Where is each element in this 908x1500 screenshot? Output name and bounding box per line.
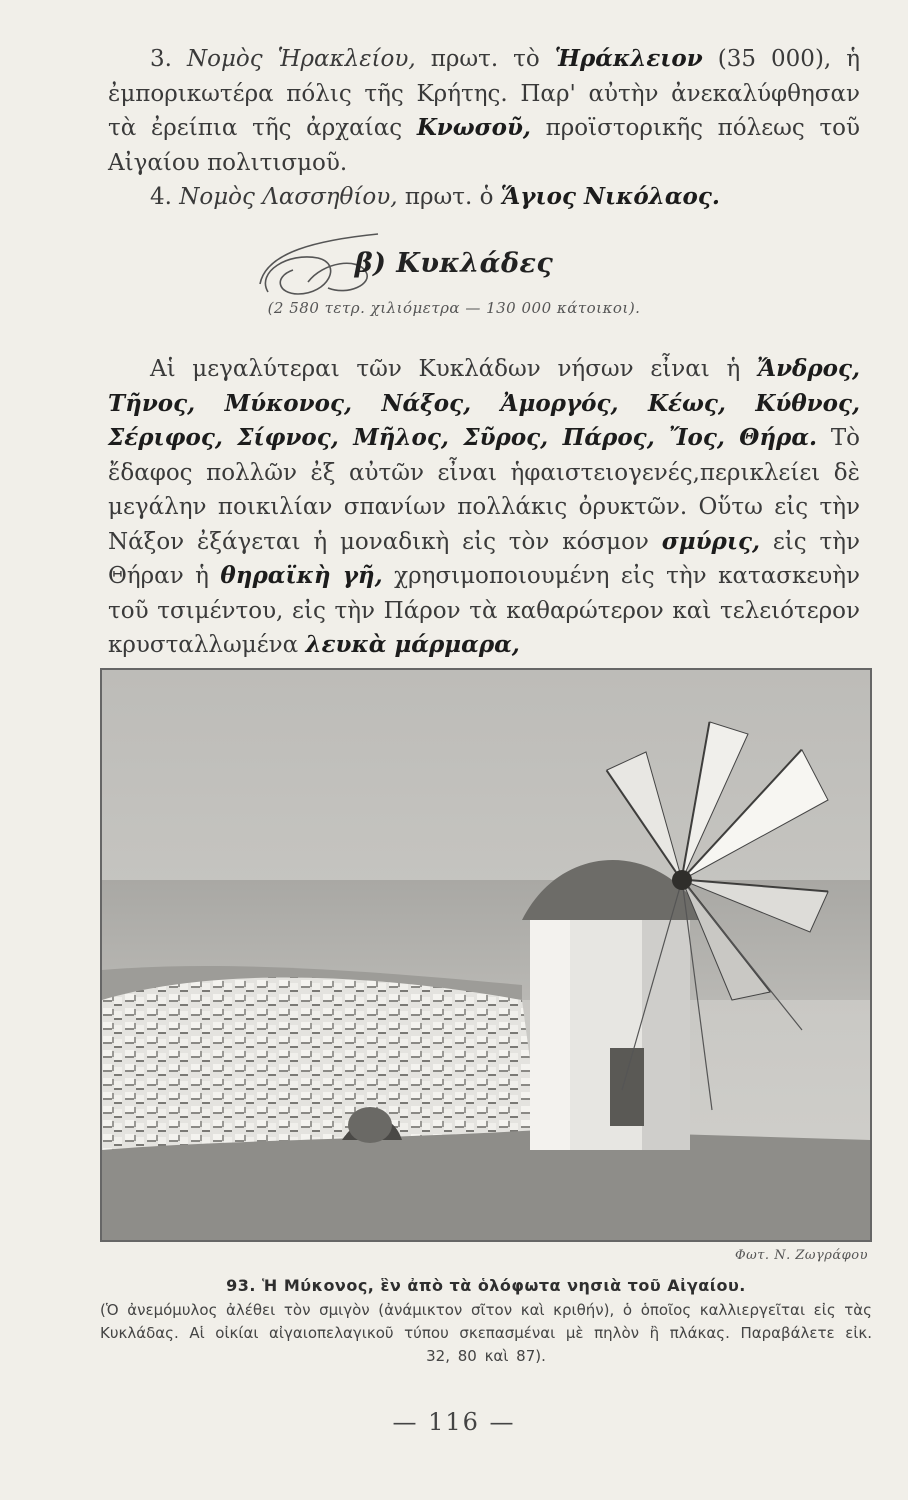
term-marble: λευκὰ μάρμαρα, — [305, 631, 520, 658]
island-list: Ἄνδρος, Τῆνος, Μύκονος, Νάξος, Ἀμοργός, Κέως, Κύθνος, Σέριφος, Σίφνος, Μῆλος, Σῦρος, Πάρος, Ἴος, Θήρα. — [108, 355, 861, 451]
caption-body: (Ὁ ἀνεμόμυλος ἀλέθει τὸν σμιγὸν (ἀνάμικτον σῖτον καὶ κριθήν), ὁ ὁποῖος καλλιεργεῖται εἰς τὰς Κυκλάδας. Αἱ οἰκίαι αἰγαιοπελαγικοῦ τύπου σκεπασμέναι μὲ πηλὸν ἢ πλάκας. Παραβάλετε εἰκ. 32, 80 καὶ 87). — [100, 1301, 872, 1365]
term-thira-earth: θηραϊκὴ γῆ, — [220, 562, 383, 589]
city-agios-nikolaos: Ἅγιος Νικόλαος. — [500, 183, 720, 210]
windmill-photograph — [100, 668, 872, 1242]
city-heraklion: Ἡράκλειον — [554, 45, 703, 72]
knossos-term: Κνωσοῦ, — [416, 114, 531, 141]
item-lasithi: 4. Νομὸς Λασσηθίου, πρωτ. ὁ Ἅγιος Νικόλαος. — [150, 183, 720, 210]
photo-credit: Φωτ. Ν. Ζωγράφου — [734, 1248, 868, 1263]
item-heraklion: 3. Νομὸς Ἡρακλείου, πρωτ. τὸ Ἡράκλειον (35 000), ἡ ἐμπορικωτέρα πόλις τῆς Κρήτης. Παρ' αὐτὴν ἀνεκαλύφθησαν τὰ ἐρείπια τῆς ἀρχαίας Κνωσοῦ, προϊστορικῆς πόλεως τοῦ Αἰγαίου πολιτισμοῦ. — [108, 45, 861, 176]
crete-prefectures-text — [108, 42, 860, 215]
page-number: — 116 — — [392, 1408, 516, 1436]
cyclades-text — [108, 352, 860, 663]
term-smyris: σμύρις, — [661, 527, 760, 555]
windmill-photo-illustration — [102, 670, 870, 1240]
section-heading — [0, 248, 908, 317]
heading-title: β) Κυκλάδες — [354, 248, 554, 279]
cyclades-paragraph: Αἱ μεγαλύτεραι τῶν Κυκλάδων νήσων εἶναι ἡ Ἄνδρος, Τῆνος, Μύκονος, Νάξος, Ἀμοργός, Κέως, Κύθνος, Σέριφος, Σίφνος, Μῆλος, Σῦρος, Πάρος, Ἴος, Θήρα. Τὸ ἔδαφος πολλῶν ἐξ αὐτῶν εἶναι ἡφαιστειογενές,περικλείει δὲ μεγάλην ποικιλίαν σπανίων πολλάκις ὀρυκτῶν. Οὕτω εἰς τὴν Νάξον ἐξάγεται ἡ μοναδικὴ εἰς τὸν κόσμον σμύρις, εἰς τὴν Θήραν ἡ θηραϊκὴ γῆ, χρησιμοποιουμένη εἰς τὴν κατασκευὴν τοῦ τσιμέντου, εἰς τὴν Πάρον τὰ καθαρώτερον καὶ τελειότερον κρυσταλλωμένα λευκὰ μάρμαρα, — [108, 355, 861, 658]
heading-subtitle: (2 580 τετρ. χιλιόμετρα — 130 000 κάτοικοι). — [267, 299, 641, 317]
figure-caption — [100, 1276, 872, 1368]
caption-title: 93. Ἡ Μύκονος, ἓν ἀπὸ τὰ ὁλόφωτα νησιὰ τοῦ Αἰγαίου. — [226, 1276, 746, 1295]
